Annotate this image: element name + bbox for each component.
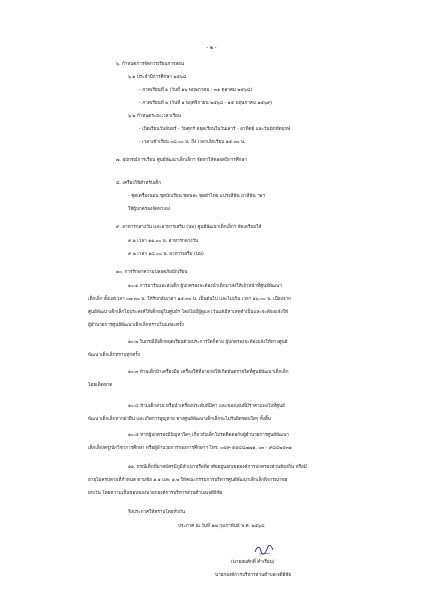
signer-name: (นายสมศักดิ์ คำเรือน)	[231, 560, 275, 565]
section9-heading: ๙. อาหารกลางวัน และอาหารเสริม (นม) ศูนย์พัฒนาเด็กเล็กฯ จัดเตรียมให้	[116, 225, 262, 230]
term1-line: - ภาคเรียนที่ ๑ (วันที่ ๑๖ พฤษภาคม - ๓๑ ตุลาคม ๒๕๖๘)	[139, 88, 253, 93]
p10-5-line2: เด็กเล็ก/ครู/นักวิชาการศึกษา หรือผู้อำนวยการกองการศึกษาฯ โทร. ๐๕๙-๕๕๔๘๗๗๑, ๐๓ - ๙๘๔๒๕๓๑	[88, 446, 292, 451]
p10-4-line2: พัฒนาเด็กเล็กหากฝ่าฝืน และเกิดการสูญหาย ทางศูนย์พัฒนาเด็กเล็กจะไม่รับผิดชอบใดๆ ทั้งสิ้น	[88, 417, 271, 422]
section9-2: ๙.๒ เวลา ๑๔.๐๐ น. อาหารเสริม (นม)	[128, 252, 204, 257]
section8-items: - ชุดเครื่องนอน ชุดนักเรียน ชุดพละ ชุดผ้าไทย แปรงสีฟัน ยาสีฟัน ฯลฯ	[128, 194, 266, 199]
p10-4-line1: ๑๐.๔ ห้ามเด็กสวม หรือนำเครื่องประดับที่มีค่า และของเล่นที่มีราคาแพงไปที่ศูนย์	[128, 404, 285, 409]
section11-line3: ยกเว้น โดยความเห็นชอบของนายกองค์การบริหารส่วนตำบลเจดีย์ชัย	[88, 491, 223, 496]
section8-note: ให้ผู้ปกครองจัดหาเอง	[128, 207, 171, 212]
announce-date: ประกาศ ณ วันที่ ๑๗ กุมภาพันธ์ พ.ศ. ๒๕๖๘	[178, 524, 265, 529]
section7-text: ๗. อุปกรณ์การเรียน ศูนย์พัฒนาเด็กเล็กฯ จัดหาให้ตลอดปีการศึกษา	[116, 158, 248, 163]
section6-heading: ๖. กำหนดการจัดการเรียนการสอน	[116, 62, 185, 67]
section11-line2: อายุไม่ครบตามที่กำหนด ตามข้อ ๑.๑ และ ๑.๒ ให้คณะกรรมการบริหารศูนย์พัฒนาเด็กเล็กพิจารณาขอ	[88, 478, 288, 483]
section8-heading: ๘. เครื่องใช้สำหรับเด็ก	[116, 181, 162, 186]
page-number: - ๒ -	[206, 45, 217, 51]
p10-3-line2: โดยเด็ดขาด	[88, 383, 113, 388]
section10-heading: ๑๐. การรักษาความปลอดภัยนักเรียน	[116, 270, 188, 275]
school-days-line: - เปิดเรียนวันจันทร์ - วันศุกร์ หยุดเรียนในวันเสาร์ - อาทิตย์ และวันนักขัตฤกษ์	[139, 127, 291, 132]
school-time-line: - เวลาเข้าเรียน ๐๘.๐๐ น. ถึง เวลาเลิกเรียน ๑๕.๓๐ น.	[139, 140, 246, 145]
p10-2-line2: พัฒนาเด็กเล็กทราบทุกครั้ง	[88, 353, 140, 358]
signature-mark	[253, 543, 275, 557]
section6-1-title: ๖.๑ ประจำปีการศึกษา ๒๕๖๘	[128, 75, 187, 80]
p10-3-line1: ๑๐.๓ ห้ามเด็กนำเครื่องมือ เครื่องใช้ที่อาจก่อให้เกิดอันตรายใดที่ศูนย์พัฒนาเด็กเล็ก	[128, 370, 289, 375]
section11-line1: ๑๑. กรณีเด็กที่มาสมัครมีภูมิลำเนาหรือที่อาศัยอยู่นอกเขตองค์การปกครองส่วนท้องถิ่น หรือมี	[128, 465, 307, 470]
p10-1-line3: ศูนย์พัฒนาเด็กเล็กไม่ประสงค์ให้เด็กอยู่ในศูนย์ฯ โดยไม่มีผู้ดูแล เว้นแต่มีหาเหตุจำเป็นและจะต้องแจ้งให้	[88, 310, 289, 315]
p10-1-line4: ผู้อำนวยการศูนย์พัฒนาเด็กเล็กทราบในแต่ละครั้ง	[88, 323, 184, 328]
section6-2-title: ๖.๒ กำหนดระยะเวลาเรียน	[128, 114, 181, 119]
p10-5-line1: ๑๐.๕ หากผู้ปกครองมีปัญหาใดๆ เกี่ยวกับเด็กโปรดติดต่อกับผู้อำนวยการศูนย์พัฒนา	[128, 433, 289, 438]
p10-1-line1: ๑๐.๑ การมารับและส่งเด็ก ผู้ปกครองจะต้องนำเด็กมาส่งให้เจ้าหน้าที่ศูนย์พัฒนา	[128, 284, 282, 289]
p10-1-line2: เด็กเล็ก ตั้งแต่เวลา ๐๗.๓๐ น. ให้รับกลับเวลา ๑๕.๓๐ น. เป็นต้นไป และไม่เกิน เวลา ๑๖.๐๐ น. เนื่องจาก	[88, 297, 291, 302]
signer-position: นายกองค์การบริหารส่วนตำบลเจดีย์ชัย	[215, 573, 292, 578]
section9-1: ๙.๑ เวลา ๑๑.๐๐ น. อาหารกลางวัน	[128, 239, 199, 244]
term2-line: - ภาคเรียนที่ ๒ (วันที่ ๑ พฤศจิกายน ๒๕๖๘ - ๑๕ พฤษภาคม ๒๕๖๙)	[139, 101, 273, 106]
closing-text: จึงประกาศให้ทราบโดยทั่วกัน	[128, 510, 185, 515]
p10-2-line1: ๑๐.๒ ในกรณีที่เด็กหยุดเรียนด้วยประการใดก็ตาม ผู้ปกครองจะต้องแจ้งให้ทางศูนย์	[128, 340, 288, 345]
